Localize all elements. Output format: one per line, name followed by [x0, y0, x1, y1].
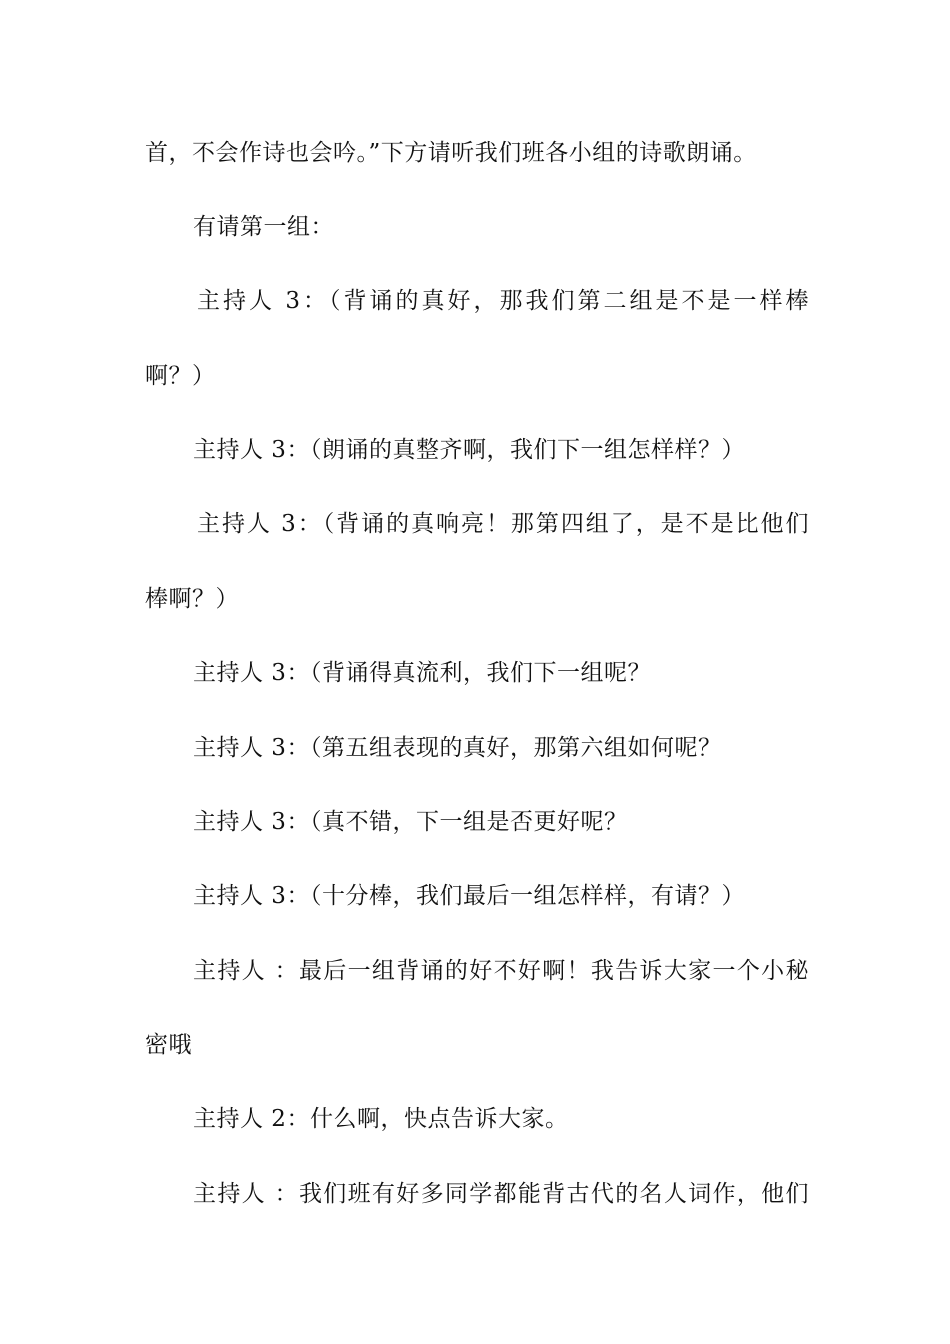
text-line-5: 主持人 3：（朗诵的真整齐啊，我们下一组怎样样？）	[193, 437, 745, 463]
text-line-12: 主持人 ：最后一组背诵的好不好啊！我告诉大家一个小秘	[193, 958, 809, 984]
text-line-15: 主持人 ：我们班有好多同学都能背古代的名人词作，他们	[193, 1181, 809, 1207]
text-line-14: 主持人 2：什么啊，快点告诉大家。	[193, 1106, 569, 1132]
text-line-11: 主持人 3：（十分棒，我们最后一组怎样样，有请？）	[193, 883, 745, 909]
text-line-1: 首，不会作诗也会吟。”下方请听我们班各小组的诗歌朗诵。	[145, 140, 757, 166]
text-line-7: 棒啊？）	[145, 586, 239, 612]
text-line-13: 密哦	[145, 1032, 192, 1058]
text-line-10: 主持人 3：（真不错，下一组是否更好呢？	[193, 809, 628, 835]
text-line-8: 主持人 3：（背诵得真流利，我们下一组呢？	[193, 660, 651, 686]
text-line-3: 主持人 3：（背诵的真好，那我们第二组是不是一样棒	[197, 288, 809, 314]
text-line-6: 主持人 3：（背诵的真响亮！那第四组了，是不是比他们	[197, 511, 809, 537]
text-line-9: 主持人 3：（第五组表现的真好，那第六组如何呢？	[193, 735, 722, 761]
text-line-2: 有请第一组：	[193, 214, 334, 240]
text-line-4: 啊？）	[145, 363, 216, 389]
